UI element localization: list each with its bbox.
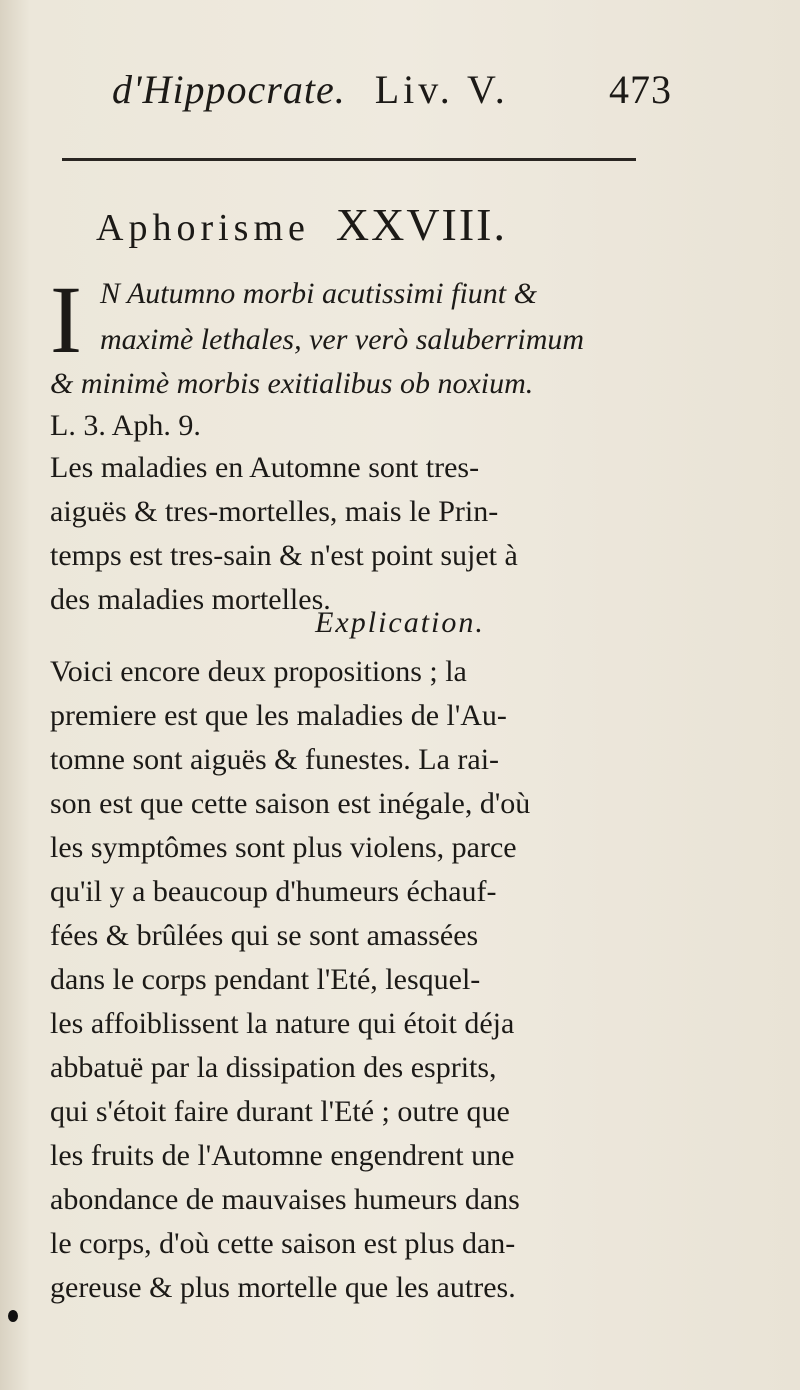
aphorism-label: Aphorisme [96,207,310,249]
explication-line-9: les affoiblissent la nature qui étoit déja [50,1007,515,1040]
aphorism-number: XXVIII. [335,199,507,250]
explication-title: Explication. [315,606,485,639]
french-line-4: des maladies mortelles. [50,583,331,616]
running-head-title: d'Hippocrate. [112,67,346,112]
explication-line-4: son est que cette saison est inégale, d'où [50,787,531,820]
explication-line-5: les symptômes sont plus violens, parce [50,831,517,864]
explication-line-8: dans le corps pendant l'Eté, lesquel- [50,963,481,996]
drop-cap: I [50,266,82,373]
french-line-1: Les maladies en Automne sont tres- [50,451,480,484]
page-number: 473 [609,67,672,112]
latin-line-1: N Autumno morbi acutissimi fiunt & [100,277,537,310]
explication-line-3: tomne sont aiguës & funestes. La rai- [50,743,500,776]
ink-spot [8,1310,18,1322]
latin-line-3: & minimè morbis exitialibus ob noxium. [50,367,534,400]
explication-line-12: les fruits de l'Automne engendrent une [50,1139,515,1172]
explication-line-14: le corps, d'où cette saison est plus dan- [50,1227,516,1260]
explication-line-6: qu'il y a beaucoup d'humeurs échauf- [50,875,497,908]
running-head [112,66,672,126]
explication-line-2: premiere est que les maladies de l'Au- [50,699,507,732]
french-line-3: temps est tres-sain & n'est point sujet à [50,539,518,572]
explication-line-11: qui s'étoit faire durant l'Eté ; outre que [50,1095,510,1128]
explication-line-13: abondance de mauvaises humeurs dans [50,1183,520,1216]
running-head-book: Liv. V. [374,67,509,112]
header-rule [62,158,636,161]
explication-line-15: gereuse & plus mortelle que les autres. [50,1271,516,1304]
explication-line-7: fées & brûlées qui se sont amassées [50,919,479,952]
latin-reference: L. 3. Aph. 9. [50,409,201,442]
french-line-2: aiguës & tres-mortelles, mais le Prin- [50,495,499,528]
explication-line-1: Voici encore deux propositions ; la [50,655,467,688]
aphorism-heading [96,198,656,251]
explication-line-10: abbatuë par la dissipation des esprits, [50,1051,497,1084]
latin-line-2: maximè lethales, ver verò saluberrimum [100,323,585,356]
